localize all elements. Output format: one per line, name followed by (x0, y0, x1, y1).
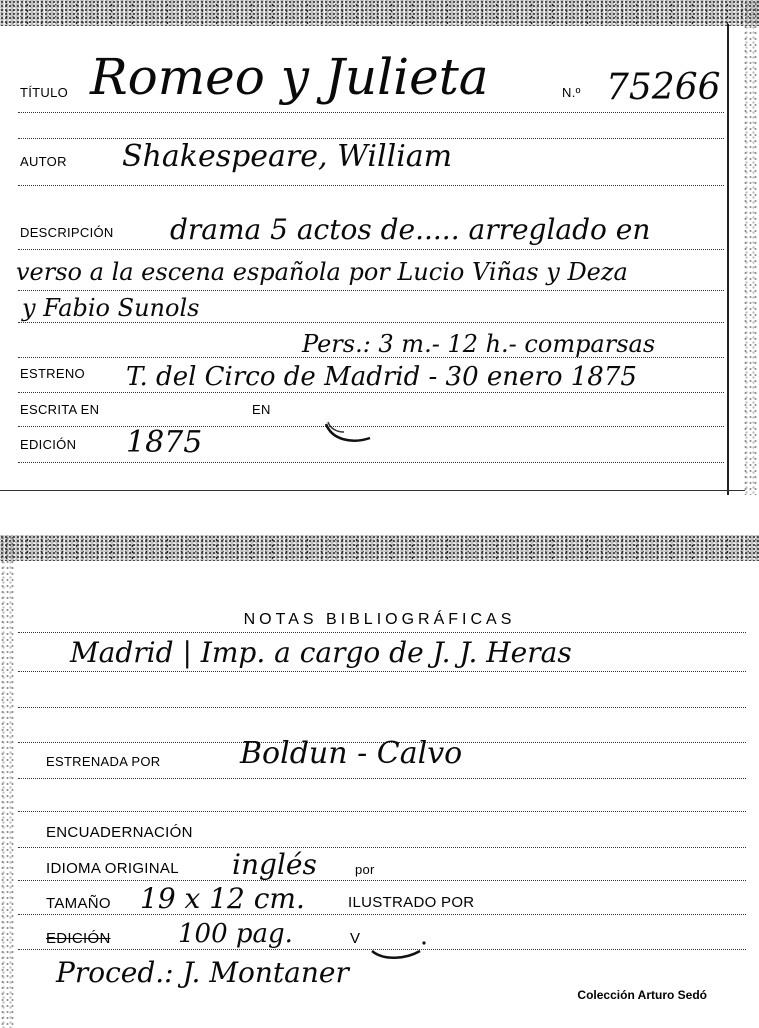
catalog-card-title (0, 0, 759, 495)
label-numero: N.º (562, 85, 581, 100)
value-descripcion-line-1: drama 5 actos de..... arreglado en (170, 213, 651, 246)
label-en: EN (252, 402, 271, 417)
label-escrita-en: ESCRITA EN (20, 402, 100, 417)
collection-credit: Colección Arturo Sedó (577, 988, 707, 1002)
card-top-edge-texture (0, 535, 759, 561)
label-edicion-struck: EDICIÓN (46, 930, 111, 947)
label-tamano: TAMAÑO (46, 895, 111, 912)
rule (18, 671, 746, 672)
label-por: por (355, 862, 375, 877)
rule (18, 290, 724, 291)
value-tamano: 19 x 12 cm. (140, 882, 305, 915)
rule (18, 778, 746, 779)
label-edicion: EDICIÓN (20, 437, 77, 452)
value-titulo: Romeo y Julieta (90, 48, 489, 106)
rule (18, 185, 724, 186)
card-bottom-border (0, 490, 745, 491)
value-notas: Madrid | Imp. a cargo de J. J. Heras (70, 636, 572, 669)
card-right-edge-texture (743, 0, 759, 495)
label-encuadernacion: ENCUADERNACIÓN (46, 824, 193, 841)
rule (18, 811, 746, 812)
card-top-edge-texture (0, 0, 759, 26)
label-estrenada-por: ESTRENADA POR (46, 754, 161, 769)
label-idioma-original: IDIOMA ORIGINAL (46, 860, 179, 877)
notes-heading: NOTAS BIBLIOGRÁFICAS (243, 611, 516, 628)
value-descripcion-line-3: y Fabio Sunols (22, 294, 200, 322)
value-autor: Shakespeare, William (122, 139, 453, 174)
value-estrenada-por: Boldun - Calvo (240, 736, 463, 771)
rule (18, 322, 724, 323)
card-right-border (727, 24, 729, 495)
label-descripcion: DESCRIPCIÓN (20, 225, 114, 240)
rule (18, 392, 724, 393)
value-idioma-original: inglés (232, 848, 317, 881)
value-paginas: 100 pag. (178, 919, 293, 949)
value-descripcion-line-2: verso a la escena española por Lucio Viñas y Deza (16, 258, 628, 286)
label-titulo: TÍTULO (20, 85, 69, 100)
rule (18, 914, 746, 915)
label-ilustrado-por: ILUSTRADO POR (348, 894, 475, 911)
ink-scribble-mark (322, 418, 374, 446)
rule (18, 847, 746, 848)
value-personajes: Pers.: 3 m.- 12 h.- comparsas (302, 330, 656, 358)
rule (18, 112, 724, 113)
rule (18, 707, 746, 708)
label-estreno: ESTRENO (20, 366, 85, 381)
label-autor: AUTOR (20, 154, 67, 169)
rule (18, 249, 724, 250)
card-left-edge-texture (0, 535, 16, 1028)
label-v: V (350, 930, 361, 947)
catalog-card-notes (0, 535, 759, 1028)
rule (18, 462, 724, 463)
rule (18, 880, 746, 881)
rule (18, 632, 746, 633)
ink-scribble-mark (366, 921, 426, 961)
value-estreno: T. del Circo de Madrid - 30 enero 1875 (126, 362, 637, 392)
value-edicion: 1875 (126, 425, 203, 460)
value-procedencia: Proced.: J. Montaner (56, 956, 349, 989)
value-numero: 75266 (606, 67, 721, 108)
